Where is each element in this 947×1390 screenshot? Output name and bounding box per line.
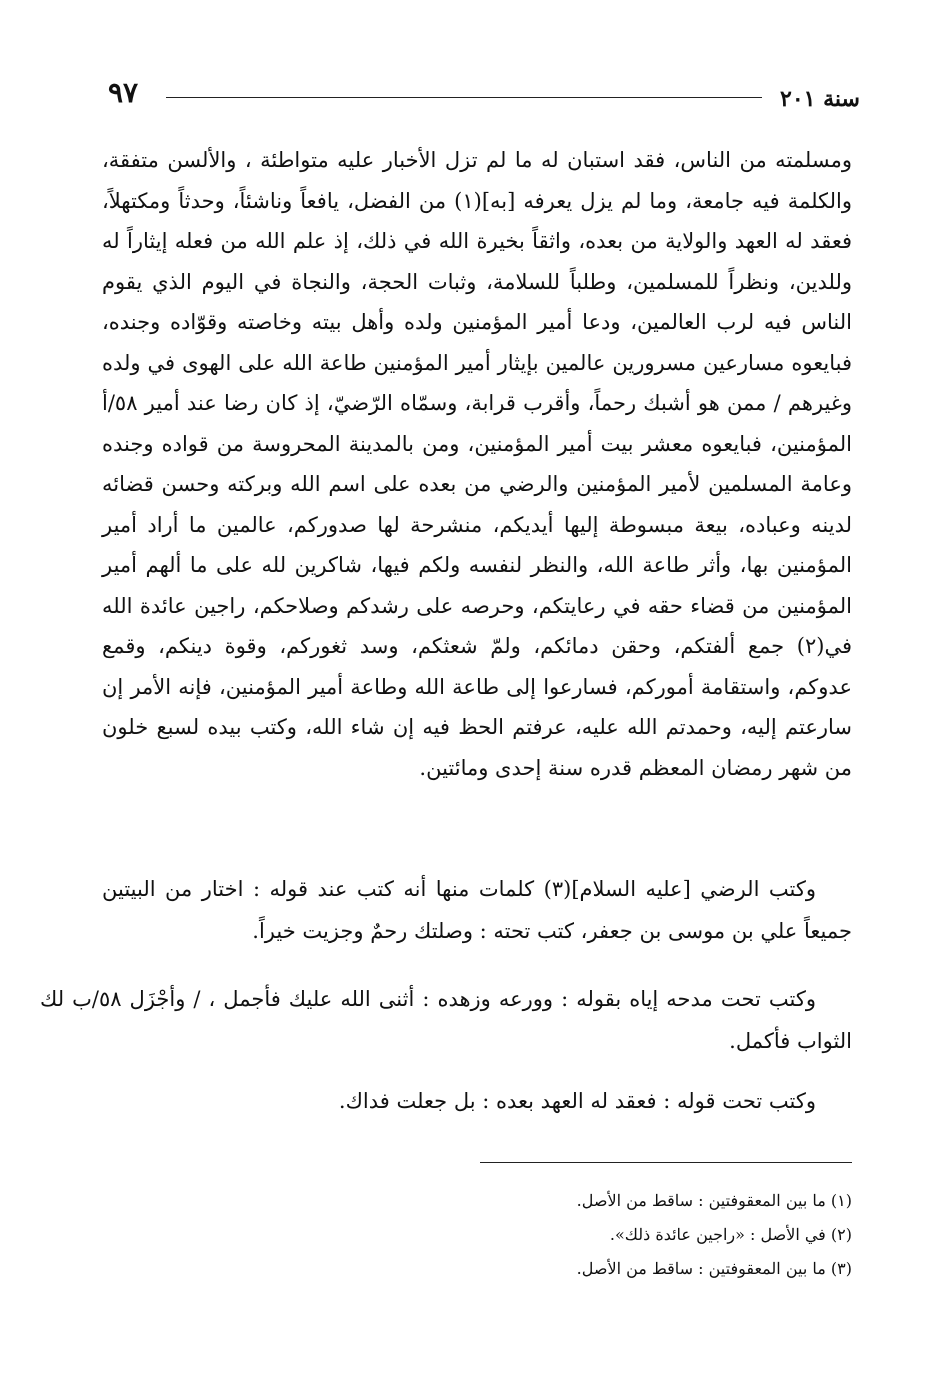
footnotes — [352, 1184, 852, 1286]
running-head: سنة ٢٠١ — [780, 86, 860, 112]
footnote-2: (٢) في الأصل : «راجين عائدة ذلك». — [609, 1225, 852, 1244]
footnote-3: (٣) ما بين المعقوفتين : ساقط من الأصل. — [576, 1259, 852, 1278]
paragraph-rida — [102, 868, 852, 952]
main-paragraph: ومسلمته من الناس، فقد استبان له ما لم تزل الأخبار عليه متواطئة ، والألسن متفقة، والكلمة فيه جامعة، وما لم يزل يعرفه [به](١) من الفضل، يافعاً وناشئاً، وحدثاً ومكتهلاً، فعقد له العهد والولاية من بعده، واثقاً بخيرة الله في ذلك، إذ علم الله من فعله إيثاراً له وللدين، ونظراً للمسلمين، وطلباً للسلامة، وثبات الحجة، والنجاة في اليوم الذي يقوم الناس فيه لرب العالمين، ودعا أمير المؤمنين ولده وأهل بيته وخاصته وقوّاده وجنده، فبايعوه مسارعين مسرورين عالمين بإيثار أمير المؤمنين طاعة الله على الهوى في ولده وغيرهم / ممن هو أشبك رحماً، وأقرب قرابة، وسمّاه الرّضيّ، إذ كان رضا عند أمير ٥٨/أ المؤمنين، فبايعوه معشر بيت أمير المؤمنين، ومن بالمدينة المحروسة من قواده وجنده وعامة المسلمين لأمير المؤمنين والرضي من بعده على اسم الله وبركته وحسن قضائه لدينه وعباده، بيعة مبسوطة إليها أيديكم، منشرحة لها صدوركم، عالمين ما أراد أمير المؤمنين بها، وأثر طاعة الله، والنظر لنفسه ولكم فيها، شاكرين لله على ما ألهم أمير المؤمنين من قضاء حقه في رعايتكم، وحرصه على رشدكم وصلاحكم، راجين عائدة الله في(٢) جمع ألفتكم، وحقن دمائكم، ولمّ شعثكم، وسد ثغوركم، وقوة دينكم، وقمع عدوكم، واستقامة أموركم، فسارعوا إلى طاعة الله وطاعة أمير المؤمنين، فإنه الأمر إن سارعتم إليه، وحمدتم الله عليه، عرفتم الحظ فيه إن شاء الله، وكتب بيده لسبع خلون من شهر رمضان المعظم قدره سنة إحدى ومائتين. — [102, 148, 853, 780]
page-number: ٩٧ — [108, 76, 139, 109]
footnote-rule — [480, 1162, 852, 1163]
paragraph-ahd — [102, 1080, 852, 1122]
header-rule — [166, 97, 762, 98]
footnote-1: (١) ما بين المعقوفتين : ساقط من الأصل. — [576, 1191, 852, 1210]
main-text — [102, 140, 852, 788]
page-header — [108, 78, 860, 118]
paragraph-madh — [40, 978, 852, 1062]
paragraph-text: وكتب تحت قوله : فعقد له العهد بعده : بل جعلت فداك. — [338, 1089, 816, 1113]
paragraph-text: وكتب الرضي [عليه السلام](٣) كلمات منها أنه كتب عند قوله : اختار من البيتين جميعاً علي بن موسى بن جعفر، كتب تحته : وصلتك رحمٌ وجزيت خيراً. — [102, 877, 852, 943]
paragraph-text: وكتب تحت مدحه إياه بقوله : وورعه وزهده : أثنى الله عليك فأجمل ، / وأجْزَل ٥٨/ب لك الثواب فأكمل. — [40, 987, 852, 1053]
